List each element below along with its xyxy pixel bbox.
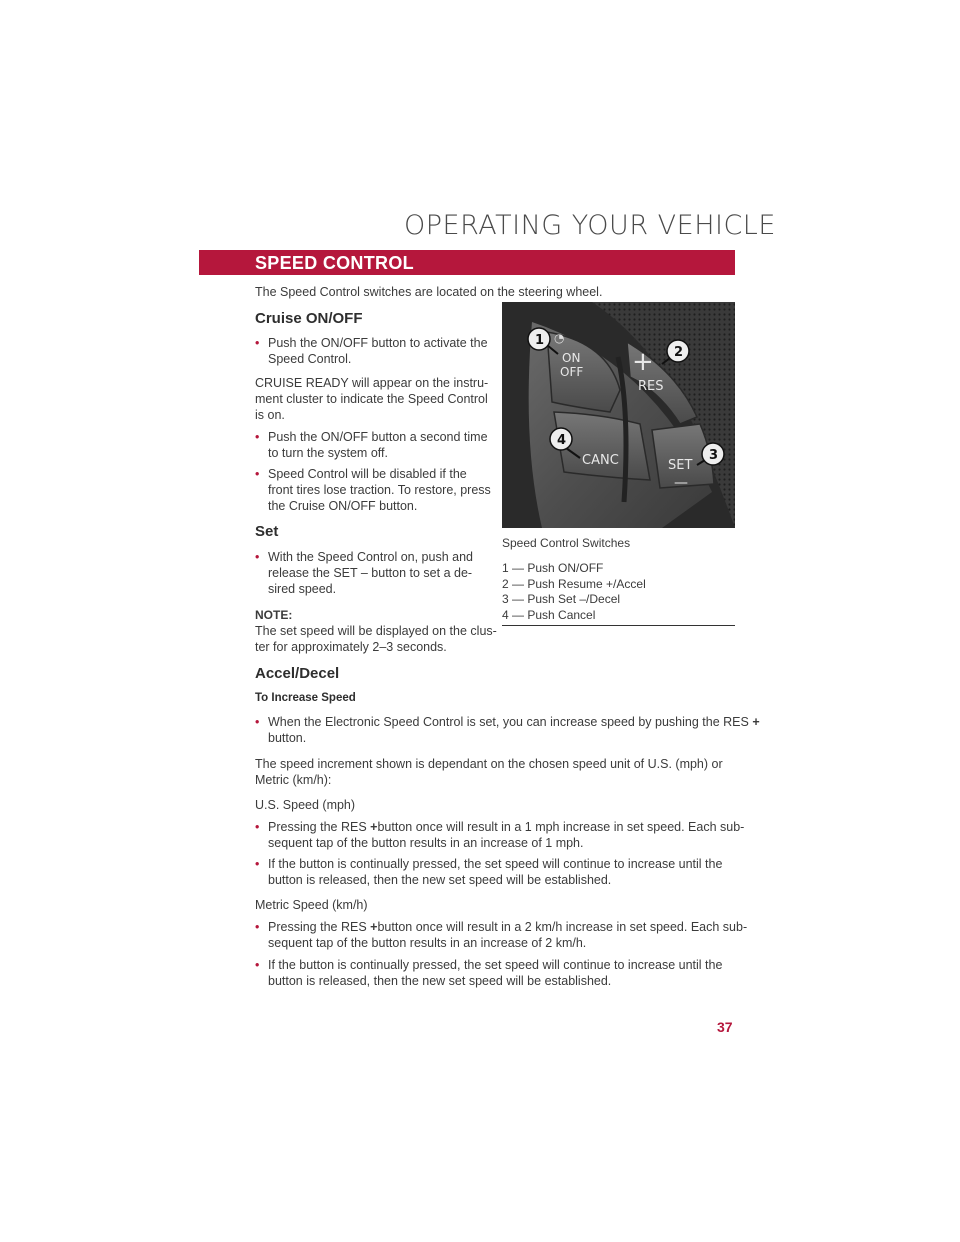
plus-symbol: + (370, 820, 378, 834)
line: ter for approximately 2–3 seconds. (255, 640, 447, 654)
fig-off-label: OFF (560, 365, 584, 379)
cruise-heading: Cruise ON/OFF (255, 310, 363, 327)
figure-legend-3: 3 — Push Set –/Decel (502, 592, 621, 606)
us-bullet-2 (255, 856, 722, 888)
figure-legend-4: 4 — Push Cancel (502, 608, 596, 622)
title-bar (199, 250, 735, 275)
callout-4-number: 4 (557, 433, 567, 448)
fig-on-label: ON (562, 351, 581, 365)
line: sequent tap of the button results in an increase of 1 mph. (268, 836, 584, 850)
metric-bullet-1 (255, 919, 747, 951)
fig-minus-label: — (674, 475, 688, 491)
section-header: OPERATING YOUR VEHICLE (404, 210, 776, 241)
accel-heading: Accel/Decel (255, 665, 340, 682)
figure-caption: Speed Control Switches (502, 536, 631, 550)
text: Pressing the RES (268, 920, 367, 934)
callout-2-number: 2 (674, 345, 684, 360)
line (268, 714, 760, 730)
line (268, 819, 744, 835)
bullet-dot: • (255, 550, 260, 564)
bullet-dot: • (255, 715, 260, 729)
accel-bullet-1 (255, 714, 760, 746)
fig-plus-label: + (632, 347, 654, 377)
cruise-bullet-2 (255, 429, 488, 461)
cruise-ready-paragraph (255, 375, 488, 423)
text: Pressing the RES (268, 820, 367, 834)
line: button is released, then the new set speed will be established. (268, 974, 612, 988)
increase-speed-subheading: To Increase Speed (255, 692, 356, 704)
line: If the button is continually pressed, the set speed will continue to increase until the (268, 958, 723, 972)
line: is on. (255, 408, 285, 422)
line: Metric (km/h): (255, 773, 332, 787)
bullet-dot: • (255, 336, 260, 350)
us-bullet-1 (255, 819, 744, 851)
line: Push the ON/OFF button a second time (268, 430, 488, 444)
plus-symbol: + (752, 715, 760, 729)
line: button is released, then the new set speed will be established. (268, 873, 612, 887)
cruise-bullet-1 (255, 335, 488, 367)
line: With the Speed Control on, push and (268, 550, 473, 564)
us-speed-label: U.S. Speed (mph) (255, 798, 356, 812)
bullet-dot: • (255, 820, 260, 834)
fig-canc-label: CANC (582, 453, 619, 468)
line: Speed Control will be disabled if the (268, 467, 467, 481)
cruise-bullet-3 (255, 466, 491, 514)
figure-legend-2: 2 — Push Resume +/Accel (502, 577, 646, 591)
increment-paragraph (255, 756, 723, 788)
line: The speed increment shown is dependant on the chosen speed unit of U.S. (mph) or (255, 757, 723, 771)
line: button. (268, 731, 307, 745)
fig-res-label: RES (638, 379, 664, 394)
page-title: SPEED CONTROL (255, 253, 414, 273)
bullet-dot: • (255, 958, 260, 972)
line: release the SET – button to set a de- (268, 566, 473, 580)
line: ment cluster to indicate the Speed Control (255, 392, 488, 406)
callout-3-number: 3 (709, 448, 719, 463)
text: button once will result in a 2 km/h increase in set speed. Each sub- (377, 920, 748, 934)
text: button once will result in a 1 mph increase in set speed. Each sub- (377, 820, 745, 834)
speedometer-icon: ◔ (554, 331, 565, 345)
callout-1-number: 1 (535, 333, 545, 348)
intro-text: The Speed Control switches are located on the steering wheel. (255, 285, 603, 299)
bullet-dot: • (255, 467, 260, 481)
line: front tires lose traction. To restore, press (268, 483, 491, 497)
page-number: 37 (717, 1019, 733, 1035)
line: to turn the system off. (268, 446, 388, 460)
line (268, 919, 747, 935)
note-text (255, 623, 497, 655)
set-bullet-1 (255, 549, 473, 597)
fig-set-label: SET (668, 458, 693, 473)
line: sired speed. (268, 582, 337, 596)
plus-symbol: + (370, 920, 378, 934)
metric-bullet-2 (255, 957, 722, 989)
set-heading: Set (255, 523, 279, 540)
bullet-dot: • (255, 920, 260, 934)
bullet-dot: • (255, 857, 260, 871)
line: Speed Control. (268, 352, 352, 366)
metric-speed-label: Metric Speed (km/h) (255, 898, 368, 912)
figure-divider (502, 625, 735, 626)
line: sequent tap of the button results in an increase of 2 km/h. (268, 936, 587, 950)
bullet-dot: • (255, 430, 260, 444)
speed-control-switches-image (502, 302, 735, 528)
note-label: NOTE: (255, 608, 293, 622)
line: Push the ON/OFF button to activate the (268, 336, 488, 350)
text: When the Electronic Speed Control is set, you can increase speed by pushing the RES (268, 715, 749, 729)
figure-legend-1: 1 — Push ON/OFF (502, 561, 604, 575)
line: If the button is continually pressed, the set speed will continue to increase until the (268, 857, 723, 871)
line: CRUISE READY will appear on the instru- (255, 376, 489, 390)
line: the Cruise ON/OFF button. (268, 499, 418, 513)
line: The set speed will be displayed on the clus- (255, 624, 497, 638)
